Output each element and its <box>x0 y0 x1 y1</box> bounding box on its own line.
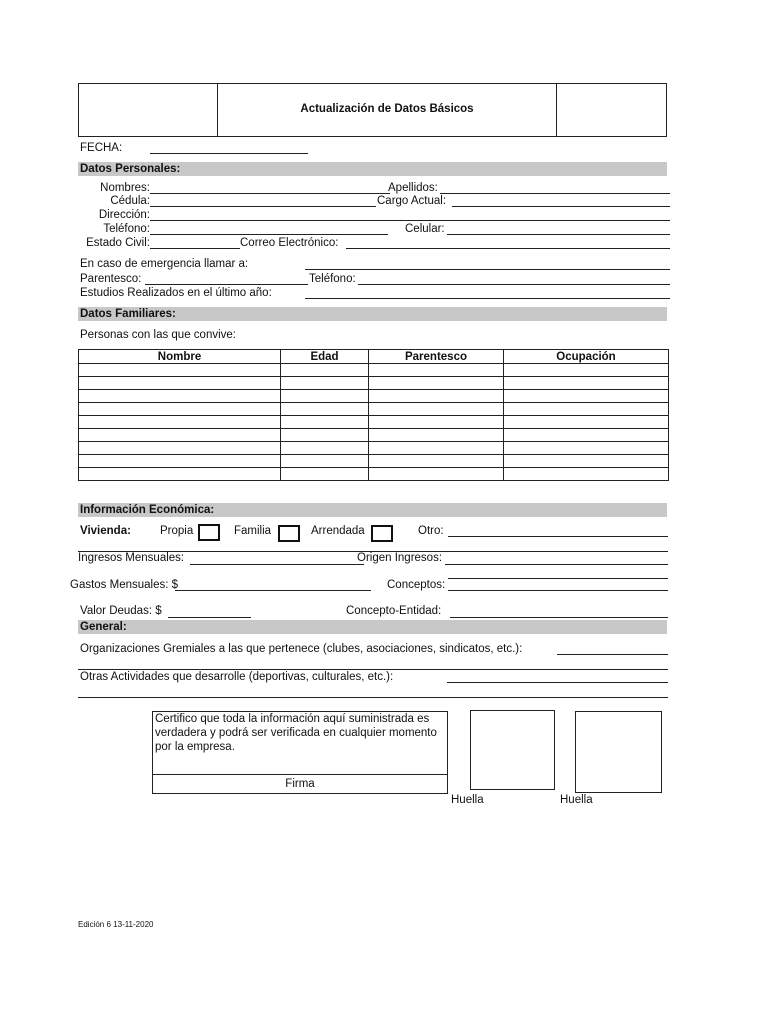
correo-field[interactable] <box>346 248 670 249</box>
col-nombre: Nombre <box>79 350 281 364</box>
table-cell[interactable] <box>79 364 281 377</box>
table-cell[interactable] <box>281 416 369 429</box>
table-cell[interactable] <box>79 442 281 455</box>
table-cell[interactable] <box>79 390 281 403</box>
estudios-label: Estudios Realizados en el último año: <box>80 287 272 299</box>
table-cell[interactable] <box>504 364 669 377</box>
emergencia-label: En caso de emergencia llamar a: <box>80 258 249 270</box>
familia-label: Familia <box>234 525 272 537</box>
cedula-label: Cédula: <box>110 195 150 207</box>
table-cell[interactable] <box>369 416 504 429</box>
propia-checkbox[interactable] <box>198 524 220 541</box>
celular-field[interactable] <box>447 234 670 235</box>
table-cell[interactable] <box>369 468 504 481</box>
table-row[interactable] <box>79 403 669 416</box>
table-cell[interactable] <box>504 468 669 481</box>
ingresos-label: Ingresos Mensuales: <box>78 552 185 564</box>
table-cell[interactable] <box>369 364 504 377</box>
form-title: Actualización de Datos Básicos <box>300 103 474 115</box>
table-cell[interactable] <box>281 403 369 416</box>
fecha-field[interactable] <box>150 153 308 154</box>
table-row[interactable] <box>79 416 669 429</box>
family-table <box>78 349 669 481</box>
section-familiares-title: Datos Familiares: <box>80 308 176 320</box>
table-row[interactable] <box>79 364 669 377</box>
estado-civil-field[interactable] <box>150 248 240 249</box>
gastos-label: Gastos Mensuales: $ <box>70 579 179 591</box>
section-familiares <box>78 307 667 321</box>
table-cell[interactable] <box>504 416 669 429</box>
gastos-field[interactable] <box>175 590 371 591</box>
actividades-line-2[interactable] <box>78 697 668 698</box>
estado-civil-label: Estado Civil: <box>86 237 150 249</box>
table-cell[interactable] <box>281 390 369 403</box>
parentesco-field[interactable] <box>145 284 308 285</box>
huella-label-1: Huella <box>451 794 484 806</box>
table-cell[interactable] <box>79 468 281 481</box>
table-row[interactable] <box>79 455 669 468</box>
origen-label: Origen Ingresos: <box>357 552 443 564</box>
certificacion-box <box>152 711 448 794</box>
nombres-label: Nombres: <box>100 182 150 194</box>
conceptos-label: Conceptos: <box>387 579 446 591</box>
table-cell[interactable] <box>281 455 369 468</box>
table-row[interactable] <box>79 442 669 455</box>
actividades-label: Otras Actividades que desarrolle (deportivas, culturales, etc.): <box>80 671 394 683</box>
direccion-field[interactable] <box>150 220 670 221</box>
edicion-label: Edición 6 13-11-2020 <box>78 920 154 929</box>
table-cell[interactable] <box>79 429 281 442</box>
apellidos-field[interactable] <box>440 193 670 194</box>
organizaciones-label: Organizaciones Gremiales a las que pertenece (clubes, asociaciones, sindicatos, etc.): <box>80 643 523 655</box>
table-cell[interactable] <box>369 403 504 416</box>
table-cell[interactable] <box>79 377 281 390</box>
origen-field[interactable] <box>445 564 668 565</box>
logo-cell <box>79 84 218 136</box>
form-header <box>78 83 667 137</box>
telefono2-field[interactable] <box>358 284 670 285</box>
direccion-label: Dirección: <box>98 209 150 221</box>
section-general-title: General: <box>80 621 127 633</box>
telefono-label: Teléfono: <box>103 223 150 235</box>
concepto-entidad-field[interactable] <box>450 617 668 618</box>
table-cell[interactable] <box>504 403 669 416</box>
huella-label-2: Huella <box>560 794 593 806</box>
huella-box-2[interactable] <box>575 711 662 793</box>
table-cell[interactable] <box>369 455 504 468</box>
arrendada-label: Arrendada <box>311 525 365 537</box>
table-cell[interactable] <box>504 455 669 468</box>
code-cell <box>556 84 666 136</box>
table-cell[interactable] <box>79 455 281 468</box>
apellidos-label: Apellidos: <box>388 182 438 194</box>
section-economica-title: Información Económica: <box>80 504 215 516</box>
table-row[interactable] <box>79 377 669 390</box>
table-cell[interactable] <box>281 468 369 481</box>
propia-label: Propia <box>160 525 194 537</box>
telefono-field[interactable] <box>150 234 388 235</box>
convive-label: Personas con las que convive: <box>80 329 236 341</box>
organizaciones-field[interactable] <box>557 654 668 655</box>
table-cell[interactable] <box>504 429 669 442</box>
firma-label: Firma <box>285 778 315 790</box>
table-cell[interactable] <box>504 390 669 403</box>
deudas-label: Valor Deudas: $ <box>80 605 162 617</box>
estudios-field[interactable] <box>305 298 670 299</box>
section-personal-title: Datos Personales: <box>80 163 181 175</box>
table-cell[interactable] <box>281 377 369 390</box>
section-general <box>78 620 667 634</box>
table-cell[interactable] <box>369 429 504 442</box>
otro-field[interactable] <box>448 536 668 537</box>
arrendada-checkbox[interactable] <box>371 525 393 542</box>
celular-label: Celular: <box>405 223 445 235</box>
ingresos-field[interactable] <box>190 564 364 565</box>
correo-label: Correo Electrónico: <box>240 237 339 249</box>
table-row[interactable] <box>79 468 669 481</box>
table-cell[interactable] <box>281 429 369 442</box>
certificacion-text: Certifico que toda la información aquí suministrada es verdadera y podrá ser verificada en cualquier momento por la empresa. <box>155 713 437 753</box>
actividades-field[interactable] <box>447 682 668 683</box>
table-row[interactable] <box>79 429 669 442</box>
table-cell[interactable] <box>79 403 281 416</box>
otro-label: Otro: <box>418 525 444 537</box>
telefono2-label: Teléfono: <box>309 273 356 285</box>
huella-box-1[interactable] <box>470 710 555 790</box>
firma-line[interactable] <box>153 774 447 775</box>
table-row[interactable] <box>79 390 669 403</box>
col-ocupacion: Ocupación <box>504 350 669 364</box>
table-cell[interactable] <box>79 416 281 429</box>
emergencia-field[interactable] <box>305 269 670 270</box>
parentesco-label: Parentesco: <box>80 273 142 285</box>
conceptos-field[interactable] <box>448 590 668 591</box>
cargo-label: Cargo Actual: <box>377 195 447 207</box>
nombres-field[interactable] <box>150 193 390 194</box>
table-cell[interactable] <box>369 377 504 390</box>
col-parentesco: Parentesco <box>369 350 504 364</box>
cargo-field[interactable] <box>452 206 670 207</box>
vivienda-label: Vivienda: <box>80 525 131 537</box>
table-cell[interactable] <box>369 442 504 455</box>
section-personal <box>78 162 667 176</box>
table-cell[interactable] <box>369 390 504 403</box>
conceptos-top-rule <box>448 578 668 579</box>
deudas-field[interactable] <box>168 617 251 618</box>
table-header-row <box>79 350 669 364</box>
col-edad: Edad <box>281 350 369 364</box>
section-economica <box>78 503 667 517</box>
familia-checkbox[interactable] <box>278 525 300 542</box>
fecha-label: FECHA: <box>80 142 123 154</box>
table-cell[interactable] <box>281 364 369 377</box>
table-cell[interactable] <box>281 442 369 455</box>
table-cell[interactable] <box>504 442 669 455</box>
cedula-field[interactable] <box>150 206 376 207</box>
concepto-entidad-label: Concepto-Entidad: <box>346 605 442 617</box>
table-cell[interactable] <box>504 377 669 390</box>
